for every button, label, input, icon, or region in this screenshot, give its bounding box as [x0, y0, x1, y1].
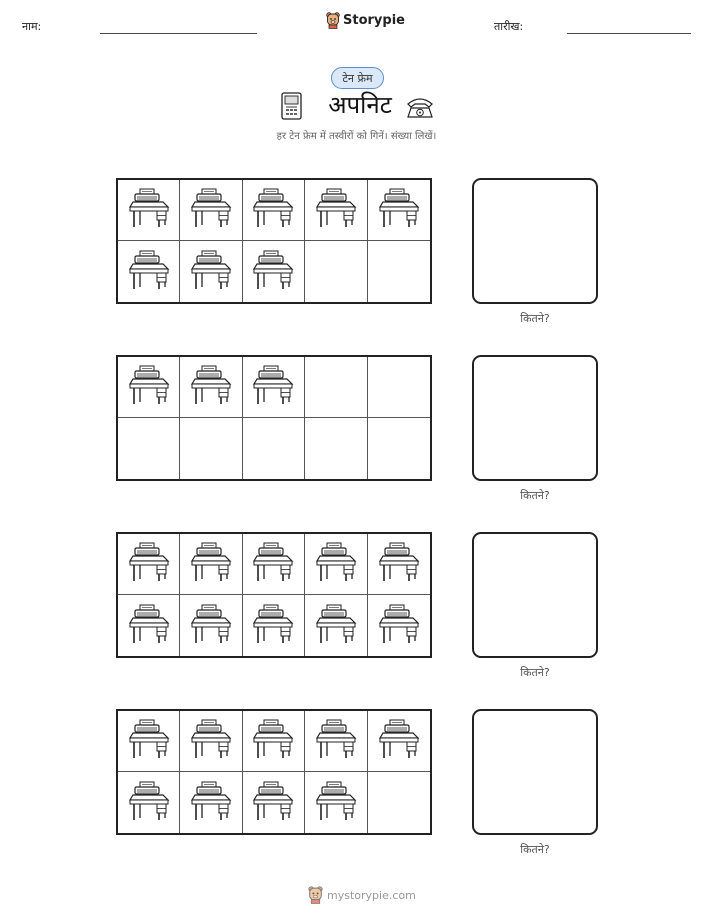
frame-cell	[243, 711, 305, 772]
answer-box-3[interactable]	[472, 532, 598, 658]
footer-url[interactable]: mystorypie.com	[327, 888, 416, 902]
typewriter-desk-icon	[376, 187, 422, 233]
name-line[interactable]	[100, 33, 257, 34]
typewriter-desk-icon	[188, 364, 234, 410]
answer-label-3: कितने?	[520, 666, 550, 679]
frame-cell	[180, 357, 242, 418]
typewriter-desk-icon	[126, 780, 172, 826]
typewriter-desk-icon	[250, 718, 296, 764]
frame-cell	[118, 180, 180, 241]
date-label: तारीख:	[494, 20, 524, 33]
frame-cell	[305, 772, 367, 833]
frame-cell	[118, 418, 180, 479]
frame-cell	[368, 595, 430, 656]
typewriter-desk-icon	[188, 541, 234, 587]
frame-cell	[243, 357, 305, 418]
frame-cell	[305, 595, 367, 656]
worksheet-tag: टेन फ्रेम	[331, 67, 384, 89]
typewriter-desk-icon	[250, 603, 296, 649]
frame-cell	[180, 595, 242, 656]
name-label: नाम:	[22, 20, 42, 33]
frame-cell	[368, 711, 430, 772]
typewriter-desk-icon	[313, 603, 359, 649]
typewriter-desk-icon	[313, 541, 359, 587]
typewriter-desk-icon	[376, 603, 422, 649]
typewriter-desk-icon	[250, 780, 296, 826]
typewriter-desk-icon	[250, 541, 296, 587]
frame-cell	[243, 418, 305, 479]
frame-cell	[243, 772, 305, 833]
frame-cell	[180, 241, 242, 302]
frame-cell	[368, 534, 430, 595]
telephone-icon	[405, 95, 435, 119]
frame-cell	[305, 711, 367, 772]
footer	[308, 886, 416, 904]
brand-logo	[326, 12, 405, 29]
answer-label-2: कितने?	[520, 489, 550, 502]
frame-cell	[305, 357, 367, 418]
typewriter-desk-icon	[250, 249, 296, 295]
worksheet-title: अपनिट	[328, 91, 392, 119]
frame-cell	[118, 357, 180, 418]
typewriter-desk-icon	[126, 541, 172, 587]
frame-cell	[243, 241, 305, 302]
frame-cell	[243, 534, 305, 595]
frame-cell	[118, 711, 180, 772]
typewriter-desk-icon	[313, 187, 359, 233]
frame-cell	[305, 241, 367, 302]
typewriter-desk-icon	[313, 780, 359, 826]
ten-frame-4	[116, 709, 432, 835]
typewriter-desk-icon	[188, 603, 234, 649]
frame-cell	[118, 241, 180, 302]
frame-cell	[368, 772, 430, 833]
typewriter-desk-icon	[376, 718, 422, 764]
typewriter-desk-icon	[126, 249, 172, 295]
bear-logo-icon	[308, 886, 323, 904]
bear-logo-icon	[326, 12, 340, 29]
typewriter-desk-icon	[126, 718, 172, 764]
typewriter-desk-icon	[126, 603, 172, 649]
frame-cell	[180, 180, 242, 241]
frame-cell	[368, 180, 430, 241]
date-line[interactable]	[567, 33, 691, 34]
typewriter-desk-icon	[188, 187, 234, 233]
answer-box-1[interactable]	[472, 178, 598, 304]
ten-frame-1	[116, 178, 432, 304]
frame-cell	[180, 534, 242, 595]
typewriter-desk-icon	[188, 249, 234, 295]
typewriter-desk-icon	[188, 780, 234, 826]
typewriter-desk-icon	[376, 541, 422, 587]
frame-cell	[180, 711, 242, 772]
frame-cell	[180, 772, 242, 833]
brand-name: Storypie	[343, 13, 405, 28]
typewriter-desk-icon	[250, 187, 296, 233]
instructions: हर टेन फ्रेम में तस्वीरों को गिनें। संख्या लिखें।	[276, 131, 437, 142]
frame-cell	[118, 534, 180, 595]
typewriter-desk-icon	[126, 364, 172, 410]
ten-frame-2	[116, 355, 432, 481]
frame-cell	[243, 180, 305, 241]
typewriter-desk-icon	[313, 718, 359, 764]
frame-cell	[305, 534, 367, 595]
frame-cell	[118, 772, 180, 833]
answer-label-1: कितने?	[520, 312, 550, 325]
frame-cell	[180, 418, 242, 479]
frame-cell	[243, 595, 305, 656]
frame-cell	[368, 418, 430, 479]
frame-cell	[118, 595, 180, 656]
answer-label-4: कितने?	[520, 843, 550, 856]
frame-cell	[368, 241, 430, 302]
frame-cell	[368, 357, 430, 418]
answer-box-2[interactable]	[472, 355, 598, 481]
frame-cell	[305, 180, 367, 241]
answer-box-4[interactable]	[472, 709, 598, 835]
typewriter-desk-icon	[126, 187, 172, 233]
typewriter-desk-icon	[188, 718, 234, 764]
ten-frame-3	[116, 532, 432, 658]
frame-cell	[305, 418, 367, 479]
typewriter-desk-icon	[250, 364, 296, 410]
